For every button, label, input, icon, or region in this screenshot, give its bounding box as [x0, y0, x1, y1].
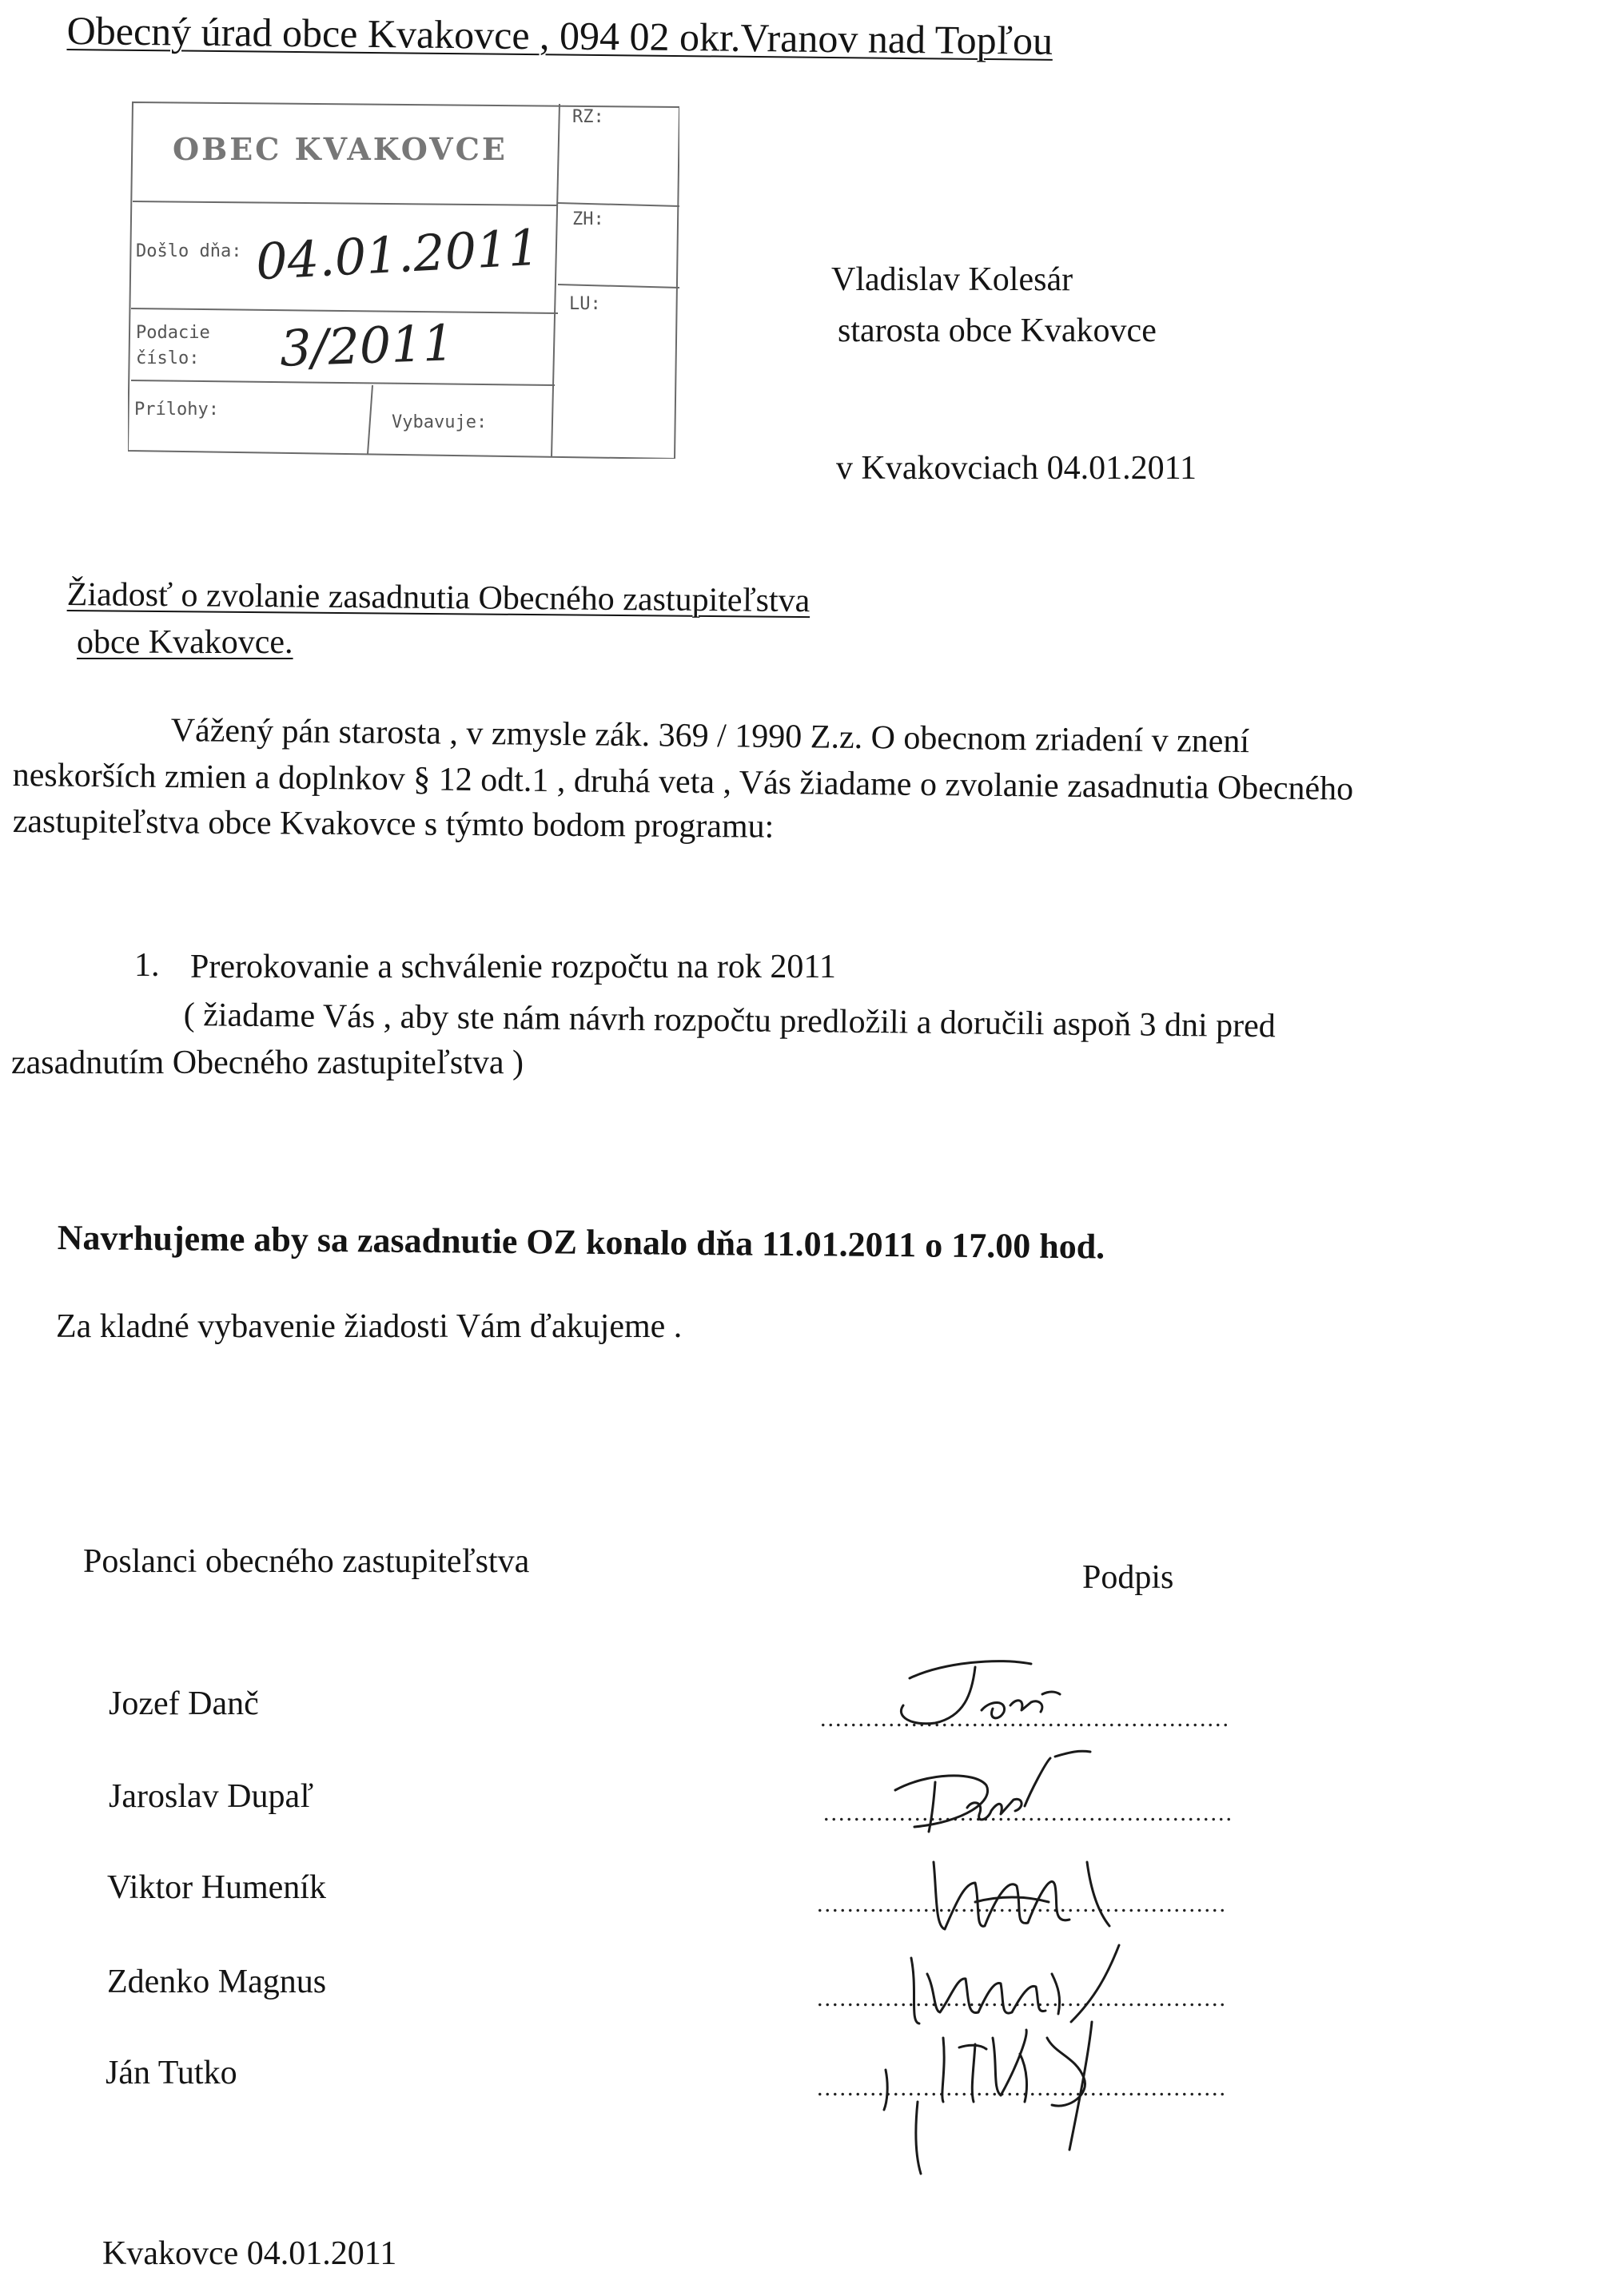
stamp-prilohy-label: Prílohy:: [134, 400, 219, 420]
stamp-vybavuje-label: Vybavuje:: [392, 412, 488, 432]
member-name: Zdenko Magnus: [107, 1964, 327, 2000]
thanks-line: Za kladné vybavenie žiadosti Vám ďakujeme .: [56, 1308, 683, 1345]
member-name: Jaroslav Dupaľ: [109, 1778, 314, 1815]
member-name: Viktor Humeník: [107, 1869, 326, 1906]
member-name: Jozef Danč: [109, 1685, 259, 1722]
body-line-3: zastupiteľstva obce Kvakovce s týmto bodom programu:: [12, 803, 775, 846]
stamp-lu-label: LU:: [569, 294, 601, 314]
place-date: v Kvakovciach 04.01.2011: [836, 450, 1197, 487]
stamp-doslo-label: Došlo dňa:: [136, 241, 242, 261]
signature-line: ......................................................: [817, 1891, 1227, 1917]
signatures-column-label: Poslanci obecného zastupiteľstva: [83, 1543, 530, 1580]
agenda-item-text: Prerokovanie a schválenie rozpočtu na rok 2011: [190, 949, 836, 985]
stamp-title: OBEC KVAKOVCE: [173, 131, 508, 167]
body-line-1: Vážený pán starosta , v zmysle zák. 369 / 1990 Z.z. O obecnom zriadení v znení: [170, 711, 1250, 761]
agenda-note-line-2: zasadnutím Obecného zastupiteľstva ): [11, 1045, 524, 1081]
handwritten-signatures: [815, 1622, 1407, 2182]
signature-line: ......................................................: [823, 1800, 1233, 1826]
subject-line-1: Žiadosť o zvolanie zasadnutia Obecného zastupiteľstva: [66, 575, 810, 620]
signature-line: ......................................................: [820, 1705, 1230, 1732]
stamp-rz-label: RZ:: [572, 107, 604, 127]
signature-column-label: Podpis: [1082, 1559, 1174, 1596]
agenda-note-line-1: ( žiadame Vás , aby ste nám návrh rozpočtu predložili a doručili aspoň 3 dni pred: [183, 997, 1276, 1045]
signature-line: ......................................................: [817, 1985, 1227, 2011]
stamp-zh-label: ZH:: [572, 209, 604, 229]
body-line-2: neskorších zmien a doplnkov § 12 odt.1 , druhá veta , Vás žiadame o zvolanie zasadnutia Obecného: [12, 756, 1354, 808]
stamp-podacie-label-1: Podacie: [136, 323, 210, 343]
stamp-podacie-value: 3/2011: [278, 313, 456, 378]
meeting-proposal: Navrhujeme aby sa zasadnutie OZ konalo dňa 11.01.2011 o 17.00 hod.: [57, 1218, 1105, 1267]
stamp-podacie-label-2: číslo:: [136, 348, 200, 368]
registry-stamp: [128, 99, 679, 459]
recipient-role: starosta obce Kvakovce: [838, 312, 1157, 349]
footer-place-date: Kvakovce 04.01.2011: [102, 2235, 397, 2272]
office-header: Obecný úrad obce Kvakovce , 094 02 okr.Vranov nad Topľou: [66, 8, 1053, 63]
subject-line-2: obce Kvakovce.: [77, 624, 293, 661]
member-name: Ján Tutko: [106, 2055, 237, 2091]
signature-line: ......................................................: [817, 2075, 1227, 2101]
agenda-item-number: 1.: [134, 947, 160, 984]
recipient-name: Vladislav Kolesár: [831, 261, 1073, 298]
stamp-doslo-value: 04.01.2011: [254, 217, 541, 292]
